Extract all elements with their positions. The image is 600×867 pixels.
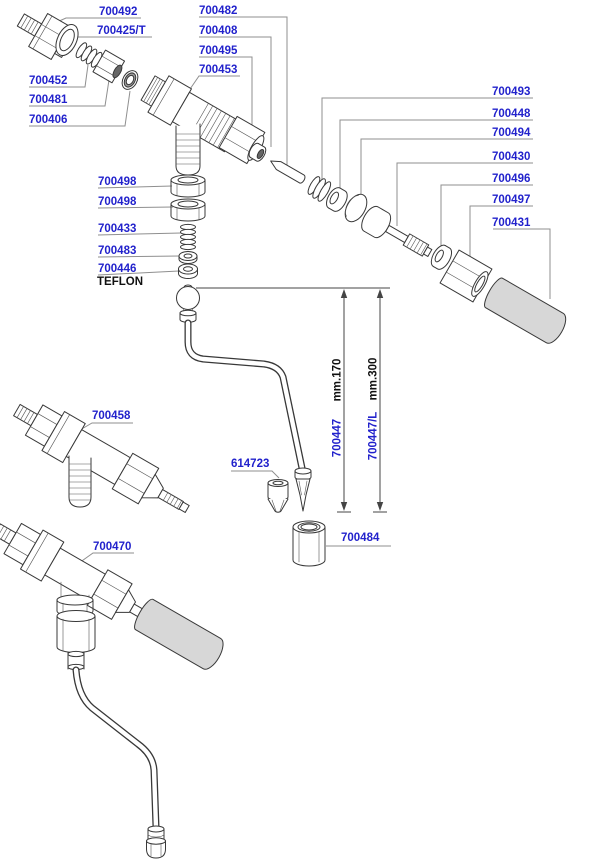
valve-700470-drawing — [0, 510, 230, 858]
leader-700492 — [57, 18, 141, 22]
part-label-700497[interactable]: 700497 — [492, 194, 531, 206]
note-label-teflon: TEFLON — [97, 276, 143, 288]
part-label-700494[interactable]: 700494 — [492, 127, 531, 139]
coupler-700484-drawing — [293, 521, 325, 566]
ball-joint-drawing — [177, 285, 200, 322]
dimension-label-mm-300: mm.300 — [367, 357, 380, 401]
washer-700406-drawing — [119, 68, 141, 92]
part-label-700408[interactable]: 700408 — [199, 25, 238, 37]
part-label-700470[interactable]: 700470 — [93, 541, 132, 553]
wand-pipe-700447-drawing — [188, 323, 311, 511]
part-label-700447[interactable]: 700447 — [331, 418, 344, 458]
part-label-700482[interactable]: 700482 — [199, 5, 238, 17]
part-label-700492[interactable]: 700492 — [99, 6, 138, 18]
dimension-label-mm-170: mm.170 — [331, 358, 344, 402]
leader-700494 — [361, 139, 533, 202]
spring-700433-drawing — [181, 224, 196, 249]
part-label-700493[interactable]: 700493 — [492, 86, 531, 98]
part-label-700483[interactable]: 700483 — [98, 245, 137, 257]
tip-614723-drawing — [268, 480, 288, 513]
part-label-614723[interactable]: 614723 — [231, 458, 270, 470]
washer-700483-drawing — [179, 252, 197, 264]
part-label-700448[interactable]: 700448 — [492, 108, 531, 120]
part-label-700496[interactable]: 700496 — [492, 173, 531, 185]
leader-700497 — [470, 206, 533, 261]
leader-700470 — [79, 553, 134, 563]
washer-700446-drawing — [179, 264, 198, 279]
part-label-700458[interactable]: 700458 — [92, 410, 131, 422]
dimension-lines — [196, 288, 390, 512]
part-label-700430[interactable]: 700430 — [492, 151, 531, 163]
part-label-700433[interactable]: 700433 — [98, 223, 137, 235]
part-label-700452[interactable]: 700452 — [29, 75, 68, 87]
part-label-700425-t[interactable]: 700425/T — [97, 25, 146, 37]
part-label-700495[interactable]: 700495 — [199, 45, 238, 57]
nut-700498a-drawing — [171, 175, 205, 197]
leader-614723 — [231, 471, 279, 478]
part-label-700484[interactable]: 700484 — [341, 532, 380, 544]
handle-700431-drawing — [481, 276, 570, 347]
part-label-700447-l[interactable]: 700447/L — [367, 411, 380, 461]
part-label-700498-2[interactable]: 700498 — [98, 196, 137, 208]
leader-700458 — [80, 423, 133, 430]
part-label-700498[interactable]: 700498 — [98, 176, 137, 188]
part-label-700446[interactable]: 700446 — [98, 263, 137, 275]
leader-700453 — [188, 76, 240, 92]
part-label-700453[interactable]: 700453 — [199, 64, 238, 76]
part-label-700406[interactable]: 700406 — [29, 114, 68, 126]
nut-700498b-drawing — [171, 199, 205, 221]
part-label-700481[interactable]: 700481 — [29, 94, 68, 106]
part-label-700431[interactable]: 700431 — [492, 217, 531, 229]
